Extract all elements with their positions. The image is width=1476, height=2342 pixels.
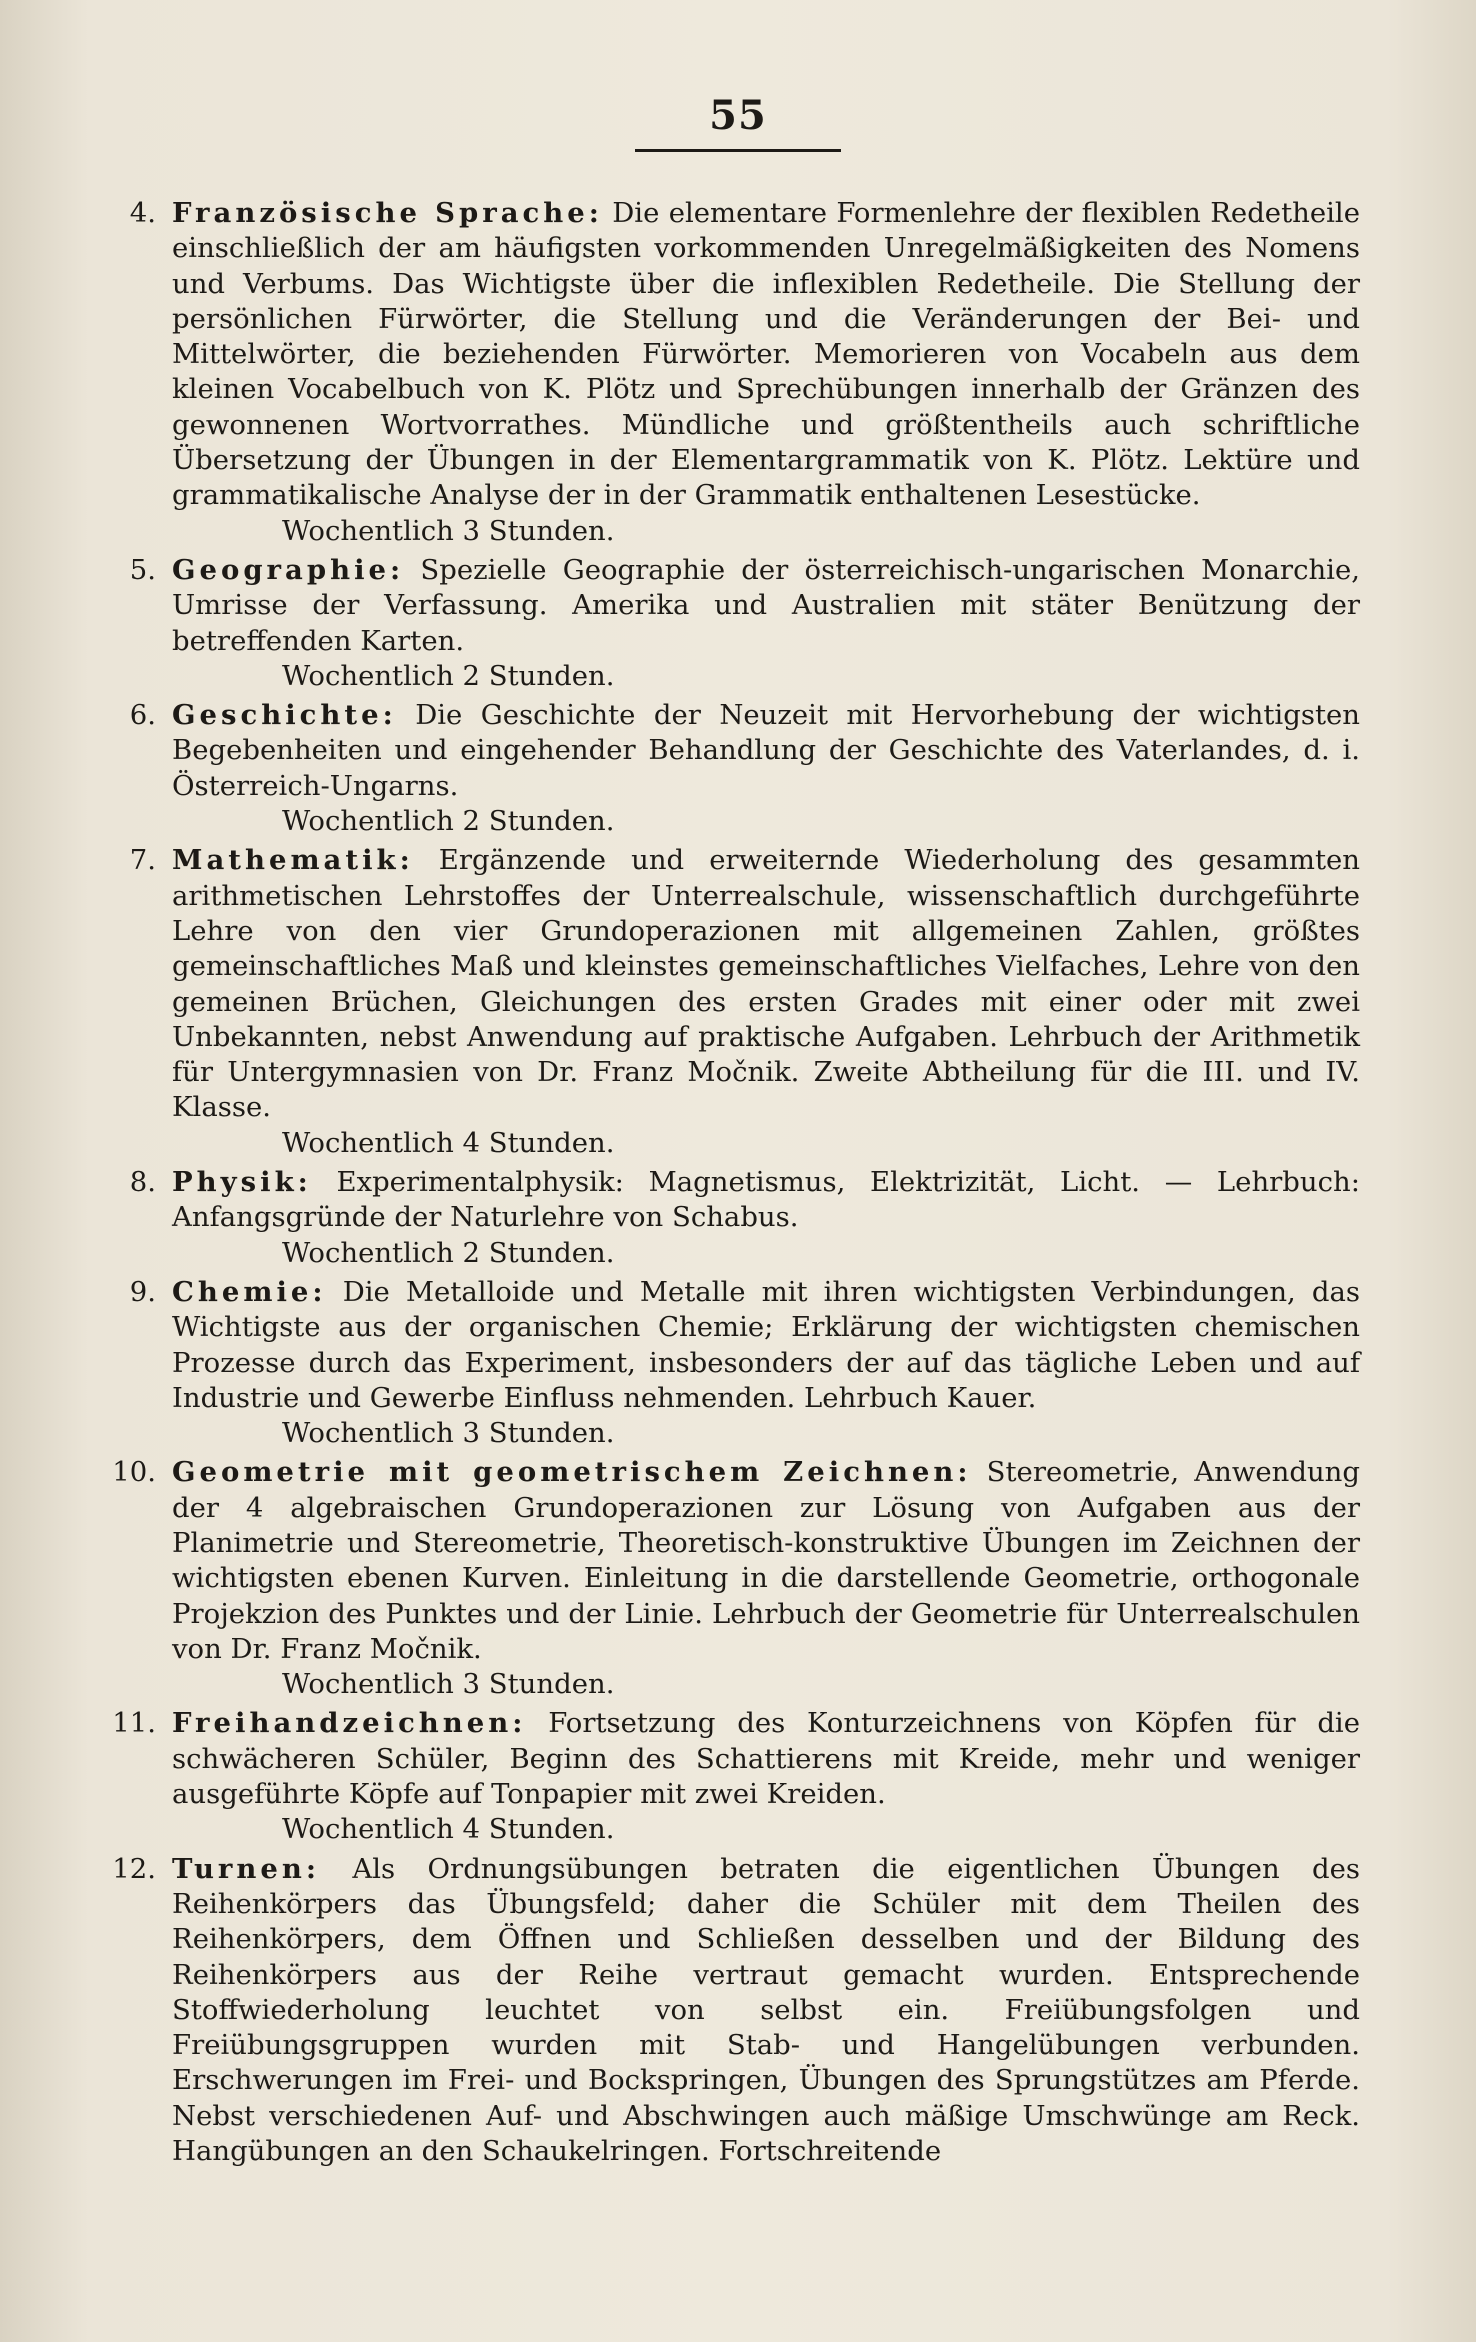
page-header bbox=[0, 92, 1476, 152]
curriculum-list bbox=[92, 196, 1360, 2173]
curriculum-item bbox=[92, 698, 1360, 839]
subject-heading: Geometrie mit geometrischem Zeichnen: bbox=[172, 1456, 972, 1489]
weekly-hours: Wochentlich 2 Stunden. bbox=[282, 805, 615, 838]
item-number: 9. bbox=[129, 1275, 156, 1308]
curriculum-item bbox=[92, 553, 1360, 694]
item-body bbox=[172, 196, 1360, 549]
item-body bbox=[172, 1275, 1360, 1451]
subject-heading: Freihandzeichnen: bbox=[172, 1707, 527, 1740]
item-text: Die Geschichte der Neuzeit mit Hervorhebung der wichtigsten Begebenheiten und eingehender Behandlung der Geschichte des Vaterlandes, d. i. Österreich-Ungarns. bbox=[172, 699, 1360, 802]
item-number: 5. bbox=[129, 553, 156, 586]
subject-heading: Mathematik: bbox=[172, 844, 414, 877]
item-text: Ergänzende und erweiternde Wiederholung des gesammten arithmetischen Lehrstoffes der Unterrealschule, wissenschaftlich durchgeführte Lehre von den vier Grundoperazionen mit allgemeinen Zahlen, größtes gemeinschaftliches Maß und kleinstes gemeinschaftliches Vielfaches, Lehre von den gemeinen Brüchen, Gleichungen des ersten Grades mit einer oder mit zwei Unbekannten, nebst Anwendung auf praktische Aufgaben. Lehrbuch der Arithmetik für Untergymnasien von Dr. Franz Močnik. Zweite Abtheilung für die III. und IV. Klasse. bbox=[172, 844, 1360, 1124]
subject-heading: Turnen: bbox=[172, 1852, 321, 1885]
weekly-hours: Wochentlich 3 Stunden. bbox=[282, 1668, 615, 1701]
curriculum-item bbox=[92, 1852, 1360, 2170]
weekly-hours: Wochentlich 2 Stunden. bbox=[282, 1236, 615, 1269]
item-number: 6. bbox=[129, 699, 156, 732]
item-text: Die elementare Formenlehre der flexiblen Redetheile einschließlich der am häufigsten vorkommenden Unregelmäßigkeiten des Nomens und Verbums. Das Wichtigste über die inflexiblen Redetheile. Die Stellung der persönlichen Fürwörter, die Stellung und die Veränderungen der Bei- und Mittelwörter, die beziehenden Fürwörter. Memorieren von Vocabeln aus dem kleinen Vocabelbuch von K. Plötz und Sprechübungen innerhalb der Gränzen des gewonnenen Wortvorrathes. Mündliche und größtentheils auch schriftliche Übersetzung der Übungen in der Elementargrammatik von K. Plötz. Lektüre und grammatikalische Analyse der in der Grammatik enthaltenen Lesestücke. bbox=[172, 197, 1360, 512]
curriculum-item bbox=[92, 1455, 1360, 1702]
weekly-hours: Wochentlich 2 Stunden. bbox=[282, 659, 615, 692]
item-text: Experimentalphysik: Magnetismus, Elektrizität, Licht. — Lehrbuch: Anfangsgründe der Naturlehre von Schabus. bbox=[172, 1166, 1360, 1234]
item-body bbox=[172, 553, 1360, 694]
curriculum-item bbox=[92, 1706, 1360, 1847]
subject-heading: Geographie: bbox=[172, 553, 405, 586]
weekly-hours: Wochentlich 4 Stunden. bbox=[282, 1126, 615, 1159]
item-number: 12. bbox=[112, 1852, 156, 1885]
curriculum-item bbox=[92, 843, 1360, 1161]
weekly-hours: Wochentlich 3 Stunden. bbox=[282, 514, 615, 547]
item-number: 4. bbox=[129, 197, 156, 229]
weekly-hours: Wochentlich 4 Stunden. bbox=[282, 1813, 615, 1846]
item-body bbox=[172, 1165, 1360, 1271]
subject-heading: Physik: bbox=[172, 1166, 312, 1199]
item-body bbox=[172, 1706, 1360, 1847]
subject-heading: Französische Sprache: bbox=[172, 197, 603, 229]
item-number: 7. bbox=[129, 844, 156, 877]
item-text: Fortsetzung des Konturzeichnens von Köpfen für die schwächeren Schüler, Beginn des Schattierens mit Kreide, mehr und weniger ausgeführte Köpfe auf Tonpapier mit zwei Kreiden. bbox=[172, 1707, 1361, 1811]
item-number: 10. bbox=[112, 1456, 156, 1489]
item-number: 11. bbox=[112, 1707, 156, 1740]
item-number: 8. bbox=[129, 1166, 156, 1199]
curriculum-item bbox=[92, 196, 1360, 549]
item-body bbox=[172, 843, 1360, 1161]
curriculum-item bbox=[92, 1275, 1360, 1451]
weekly-hours: Wochentlich 3 Stunden. bbox=[282, 1417, 615, 1450]
page-number: 55 bbox=[635, 92, 841, 152]
item-text: Stereometrie, Anwendung der 4 algebraischen Grundoperazionen zur Lösung von Aufgaben aus der Planimetrie und Stereometrie, Theoretisch-konstruktive Übungen im Zeichnen der wichtigsten ebenen Kurven. Einleitung in die darstellende Geometrie, orthogonale Projekzion des Punktes und der Linie. Lehrbuch der Geometrie für Unterrealschulen von Dr. Franz Močnik. bbox=[172, 1456, 1360, 1665]
subject-heading: Geschichte: bbox=[172, 699, 397, 732]
subject-heading: Chemie: bbox=[172, 1275, 327, 1308]
item-body bbox=[172, 1455, 1360, 1702]
item-text: Als Ordnungsübungen betraten die eigentlichen Übungen des Reihenkörpers das Übungsfeld; daher die Schüler mit dem Theilen des Reihenkörpers, dem Öffnen und Schließen desselben und der Bildung des Reihenkörpers aus der Reihe vertraut gemacht wurden. Entsprechende Stoffwiederholung leuchtet von selbst ein. Freiübungsfolgen und Freiübungsgruppen wurden mit Stab- und Hangelübungen verbunden. Erschwerungen im Frei- und Bockspringen, Übungen des Sprungstützes am Pferde. Nebst verschiedenen Auf- und Abschwingen auch mäßige Umschwünge am Reck. Hangübungen an den Schaukelringen. Fortschreitende bbox=[172, 1852, 1360, 2168]
curriculum-item bbox=[92, 1165, 1360, 1271]
item-body bbox=[172, 698, 1360, 839]
item-text: Spezielle Geographie der österreichisch-ungarischen Monarchie, Umrisse der Verfassung. Amerika und Australien mit stäter Benützung der betreffenden Karten. bbox=[172, 553, 1360, 657]
item-text: Die Metalloide und Metalle mit ihren wichtigsten Verbindungen, das Wichtigste aus der organischen Chemie; Erklärung der wichtigsten chemischen Prozesse durch das Experiment, insbesonders der auf das tägliche Leben und auf Industrie und Gewerbe Einfluss nehmenden. Lehrbuch Kauer. bbox=[172, 1275, 1360, 1414]
item-body bbox=[172, 1852, 1360, 2170]
